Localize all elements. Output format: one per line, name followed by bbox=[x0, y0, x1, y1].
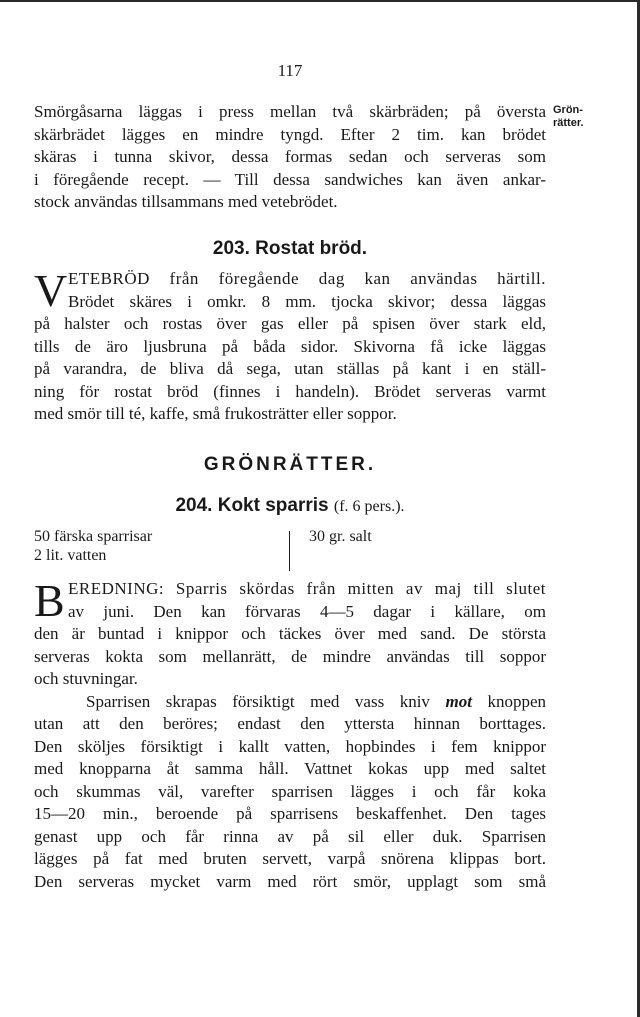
text-line: genast upp och får rinna av på sil eller duk. Sparrisen bbox=[34, 826, 546, 846]
text-line: på halster och rostas över gas eller på spisen över stark eld, bbox=[34, 314, 546, 333]
text-line: tills de äro ljusbruna på båda sidor. Skivorna få icke läggas bbox=[34, 336, 546, 356]
ingredient-item: 30 gr. salt bbox=[309, 528, 372, 545]
section-204-body bbox=[34, 575, 546, 893]
text-line: på varandra, de bliva då sega, utan ställas på kant i en ställ- bbox=[34, 359, 546, 378]
text-fragment: Sparrisen skrapas försiktigt med vass kniv bbox=[86, 691, 430, 711]
text-line: Den sköljes försiktigt i kallt vatten, hopbindes i fem knippor bbox=[34, 736, 546, 756]
section-204-heading bbox=[34, 495, 546, 519]
section-204-servings: (f. 6 pers.). bbox=[333, 498, 405, 515]
drop-cap: B bbox=[34, 575, 65, 626]
section-203-paragraph bbox=[34, 265, 546, 426]
section-204-title: 204. Kokt sparris bbox=[175, 495, 329, 516]
text-line: i föregående recept. — Till dessa sandwiches kan även ankar- bbox=[34, 169, 546, 189]
drop-cap: V bbox=[34, 265, 68, 316]
text-line: med knopparna åt samma håll. Vattnet kokas upp med saltet bbox=[34, 759, 546, 778]
text-line: och stuvningar. bbox=[34, 669, 138, 688]
text-line: Smörgåsarna läggas i press mellan två skärbräden; på översta bbox=[34, 102, 546, 121]
page-number: 117 bbox=[277, 61, 303, 80]
page-top-border bbox=[0, 0, 640, 2]
text-line: EREDNING: Sparris skördas från mitten av maj till slutet bbox=[68, 579, 546, 598]
text-line: och skummas väl, varefter sparrisen lägges i och får koka bbox=[34, 781, 546, 801]
text-line: stock användas tillsammans med vetebrödet. bbox=[34, 192, 338, 211]
text-line bbox=[34, 691, 546, 714]
text-line: Brödet skäres i omkr. 8 mm. tjocka skivor; dessa läggas bbox=[68, 291, 546, 311]
text-line: med smör till té, kaffe, små frukosträtter eller soppor. bbox=[34, 404, 397, 423]
text-line: den är buntad i knippor och täckes över med sand. De största bbox=[34, 624, 546, 643]
chapter-heading: GRÖNRÄTTER. bbox=[203, 454, 377, 475]
text-line: serveras kokta som mellanrätt, de mindre användas till soppor bbox=[34, 646, 546, 666]
text-line: lägges på fat med bruten servett, varpå snörena klippas bort. bbox=[34, 849, 546, 868]
ingredient-item: 2 lit. vatten bbox=[34, 547, 107, 564]
section-203-heading: 203. Rostat bröd. bbox=[212, 238, 368, 259]
margin-note bbox=[553, 104, 584, 130]
ingredient-divider bbox=[289, 531, 290, 571]
emphasis-word: mot bbox=[445, 691, 472, 711]
ingredient-item: 50 färska sparrisar bbox=[34, 528, 153, 545]
text-fragment: knoppen bbox=[487, 691, 546, 711]
margin-note-line: rätter. bbox=[553, 117, 584, 129]
intro-paragraph bbox=[34, 101, 546, 214]
text-line: 15—20 min., beroende på sparrisens beskaffenhet. Den tages bbox=[34, 804, 546, 823]
text-line: av juni. Den kan förvaras 4—5 dagar i källare, om bbox=[68, 601, 546, 621]
text-line: Den serveras mycket varm med rört smör, upplagt som små bbox=[34, 871, 546, 891]
text-line: skärbrädet lägges en mindre tyngd. Efter 2 tim. kan brödet bbox=[34, 124, 546, 144]
text-line: ning för rostat bröd (finnes i handeln). Brödet serveras varmt bbox=[34, 381, 546, 401]
text-line: utan att den beröres; endast den yttersta hinnan borttages. bbox=[34, 714, 546, 733]
text-line: ETEBRÖD från föregående dag kan användas härtill. bbox=[68, 269, 546, 288]
text-line: skäras i tunna skivor, dessa formas sedan och serveras som bbox=[34, 147, 546, 166]
margin-note-line: Grön- bbox=[553, 104, 583, 116]
